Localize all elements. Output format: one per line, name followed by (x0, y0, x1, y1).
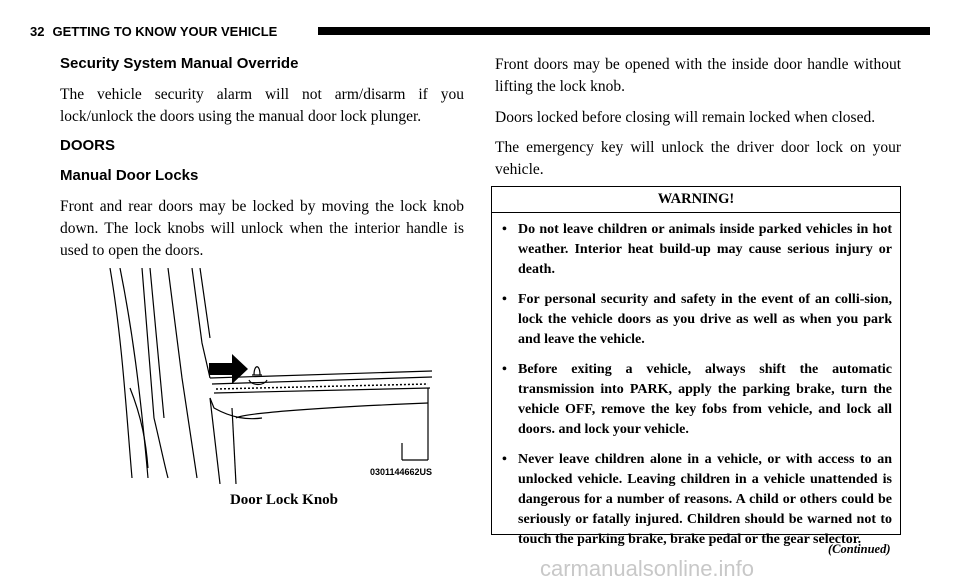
heading-security-override: Security System Manual Override (60, 55, 299, 72)
bullet: • (502, 222, 507, 237)
heading-doors: DOORS (60, 137, 116, 154)
warning-title: WARNING! (492, 187, 900, 213)
continued-note: (Continued) (828, 542, 891, 556)
warning-item: • Before exiting a vehicle, always shift the automatic transmission into PARK, apply the parking brake, turn the vehicle OFF, remove the key fobs from vehicle, and lock all doors. and lock your vehicle. (502, 362, 892, 437)
warning-list (492, 213, 900, 550)
bullet: • (502, 362, 507, 377)
para-inside-handle: Front doors may be opened with the inside door handle without lifting the lock knob. (495, 56, 901, 95)
bullet: • (502, 292, 507, 307)
figure-caption: Door Lock Knob (229, 492, 339, 508)
page-header (30, 21, 277, 41)
header-rule (318, 27, 930, 35)
door-lock-knob-illustration (102, 268, 446, 484)
section-title: GETTING TO KNOW YOUR VEHICLE (52, 23, 278, 39)
figure-code: 0301144662US (370, 467, 433, 477)
page-number: 32 (30, 23, 45, 39)
para-emergency-key: The emergency key will unlock the driver door lock on your vehicle. (495, 139, 901, 178)
warning-item: • Do not leave children or animals inside parked vehicles in hot weather. Interior heat build-up may cause serious injury or death. (502, 222, 892, 277)
para-locked-before-closing: Doors locked before closing will remain locked when closed. (495, 109, 876, 126)
warning-item: • For personal security and safety in the event of an colli-sion, lock the vehicle doors as you drive as well as when you park and leave the vehicle. (502, 292, 892, 347)
warning-item: • Never leave children alone in a vehicle, or with access to an unlocked vehicle. Leaving children in a vehicle unattended is dangerous for a number of reasons. A child or others could be seriously or fatally injured. Children should be warned not to touch the parking brake, brake pedal or the gear selector. (502, 452, 892, 547)
para-security-override: The vehicle security alarm will not arm/disarm if you lock/unlock the doors using the manual door lock plunger. (60, 86, 464, 125)
bullet: • (502, 452, 507, 467)
heading-manual-door-locks: Manual Door Locks (60, 167, 199, 184)
watermark: carmanualsonline.info (540, 556, 755, 581)
para-manual-door-locks: Front and rear doors may be locked by moving the lock knob down. The lock knobs will unlock when the interior handle is used to open the doors. (60, 198, 464, 259)
arrow-pointer-icon (209, 354, 248, 384)
warning-box (491, 186, 901, 547)
